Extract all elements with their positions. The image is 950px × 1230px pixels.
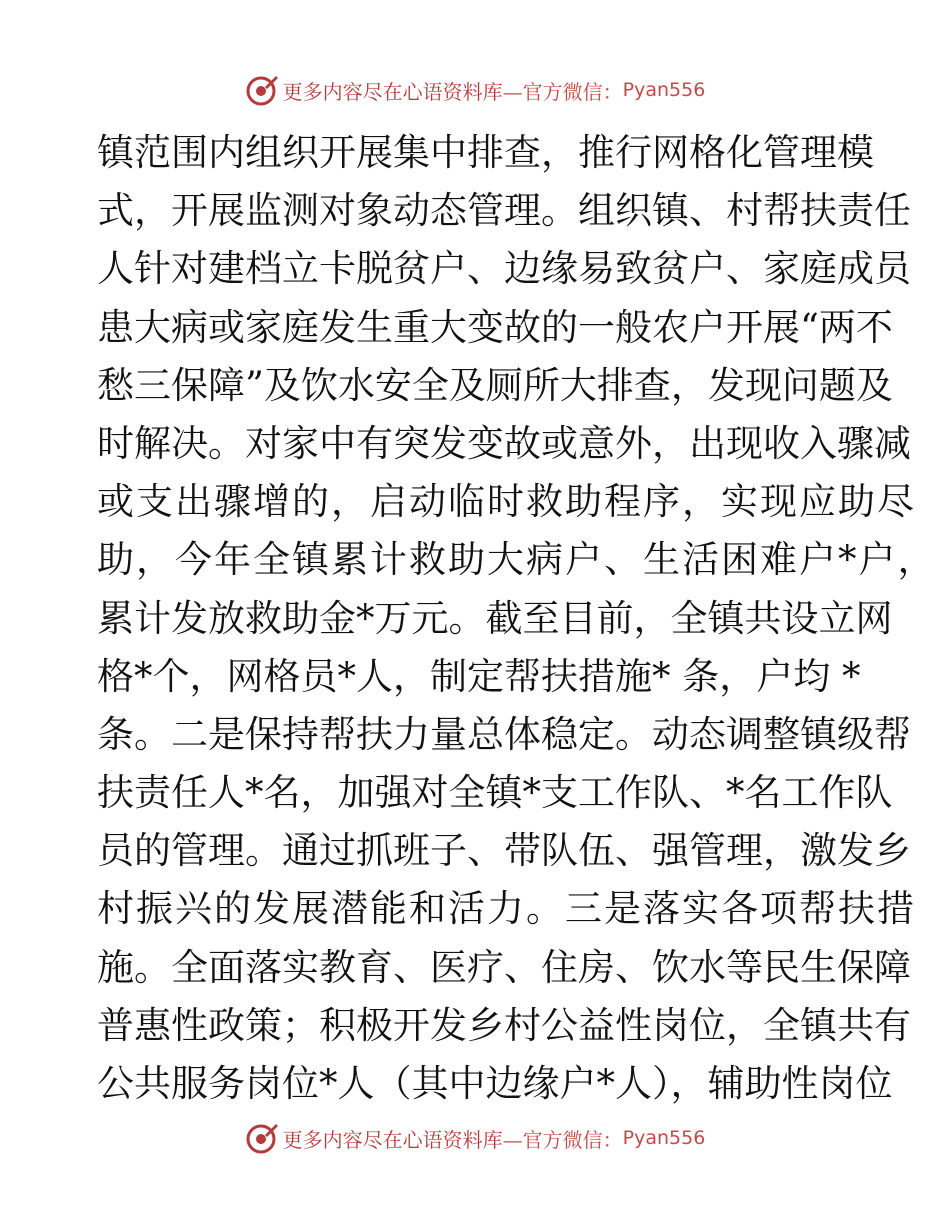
text-line: 员的管理。通过抓班子、带队伍、强管理，激发乡	[97, 829, 911, 873]
watermark-brand: 更多内容尽在心语资料库	[282, 1127, 503, 1152]
watermark-official: —官方微信：	[502, 79, 623, 104]
watermark-account: Pyan556	[622, 1127, 706, 1149]
header-watermark	[0, 70, 950, 110]
text-line: 村振兴的发展潜能和活力。三是落实各项帮扶措	[97, 887, 916, 931]
text-line: 人针对建档立卡脱贫户、边缘易致贫户、家庭成员	[97, 247, 911, 291]
pen-logo-icon	[245, 1121, 279, 1155]
pen-logo-icon	[245, 73, 279, 107]
text-line: 时解决。对家中有突发变故或意外，出现收入骤减	[97, 421, 911, 465]
watermark-official: —官方微信：	[502, 1127, 623, 1152]
text-line: 扶责任人*名，加强对全镇*支工作队、*名工作队	[97, 771, 893, 815]
text-line: 公共服务岗位*人（其中边缘户*人），辅助性岗位	[97, 1062, 893, 1105]
text-line: 愁三保障”及饮水安全及厕所大排查，发现问题及	[97, 363, 893, 407]
text-line: 镇范围内组织开展集中排查，推行网格化管理模	[97, 131, 874, 174]
watermark-brand: 更多内容尽在心语资料库	[282, 79, 503, 104]
text-line: 累计发放救助金*万元。截至目前，全镇共设立网	[97, 596, 893, 640]
watermark-account: Pyan556	[622, 79, 706, 101]
text-line: 式，开展监测对象动态管理。组织镇、村帮扶责任	[97, 189, 911, 233]
footer-watermark	[0, 1118, 950, 1158]
text-line: 或支出骤增的，启动临时救助程序，实现应助尽	[97, 480, 916, 524]
text-line: 格*个，网格员*人，制定帮扶措施* 条，户均 *	[97, 654, 861, 698]
text-line: 普惠性政策；积极开发乡村公益性岗位，全镇共有	[97, 1003, 911, 1047]
text-line: 条。二是保持帮扶力量总体稳定。动态调整镇级帮	[97, 712, 911, 756]
text-line: 患大病或家庭发生重大变故的一般农户开展“两不	[97, 305, 893, 349]
text-line: 助，今年全镇累计救助大病户、生活困难户*户，	[97, 538, 937, 582]
document-body	[97, 124, 937, 1113]
text-line: 施。全面落实教育、医疗、住房、饮水等民生保障	[97, 945, 911, 989]
